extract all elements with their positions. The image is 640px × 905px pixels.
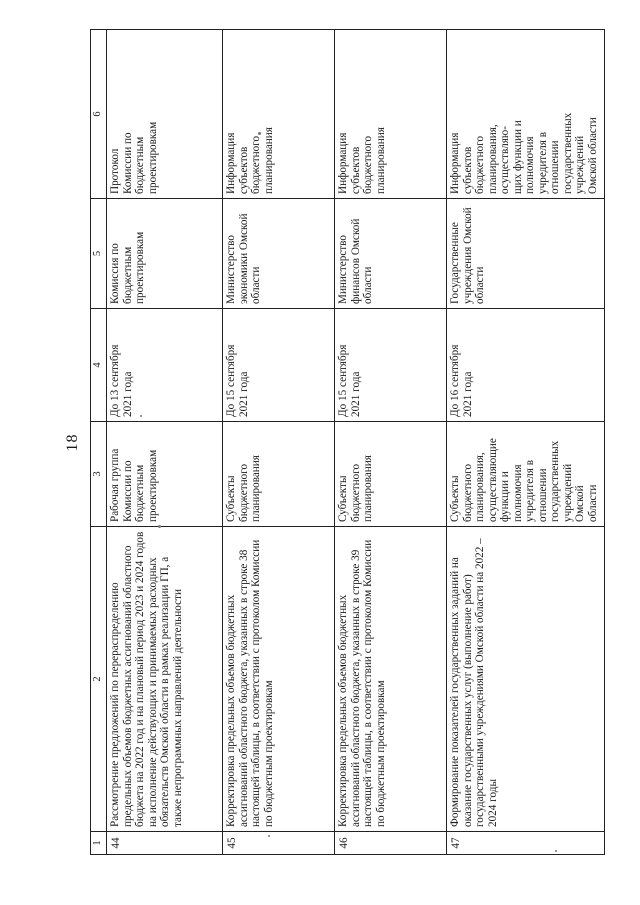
row-recipient: Министерство экономики Омской области bbox=[223, 198, 335, 308]
row-result: Протокол Комиссии по бюджетным проектировкам bbox=[107, 29, 223, 198]
column-header-5: 5 bbox=[91, 198, 107, 308]
scan-speck bbox=[258, 132, 261, 135]
scan-speck bbox=[555, 850, 557, 852]
schedule-table bbox=[90, 29, 605, 855]
row-description: Рассмотрение предложений по перераспределению предельных объемов бюджетных ассигнований областного бюджета на 2022 год и на плановый период 2023 и 2024 годов на исполнение действующих и принимаемых расходных обязательств Омской области в рамках реализации ГП, а также непрограммных направлений деятельности bbox=[107, 526, 223, 831]
scan-speck bbox=[268, 835, 270, 837]
row-executor: Рабочая группа Комиссии по бюджетным проектировкам bbox=[107, 421, 223, 526]
row-number: 47 bbox=[447, 831, 605, 854]
row-executor: Субъекты бюджетного планирования bbox=[335, 421, 447, 526]
row-description: Формирование показателей государственных заданий на оказание государственных услуг (выполнение работ) государственными учреждениями Омской области на 2022 – 2024 годы bbox=[447, 526, 605, 831]
row-executor: Субъекты бюджетного планирования, осуществляющие функции и полномочия учредителя в отношении государственных учреждений Омской области bbox=[447, 421, 605, 526]
row-result: Информация субъектов бюджетного планирования, осуществляю- щих функции и полномочия учредителя в отношении государственных учреждений Омской области bbox=[447, 29, 605, 198]
row-result: Информация субъектов бюджетного планирования bbox=[223, 29, 335, 198]
row-recipient: Комиссия по бюджетным проектировкам bbox=[107, 198, 223, 308]
row-deadline: До 16 сентября 2021 года bbox=[447, 308, 605, 421]
row-number: 45 bbox=[223, 831, 335, 854]
rotated-page bbox=[60, 30, 620, 855]
row-description: Корректировка предельных объемов бюджетных ассигнований областного бюджета, указанных в строке 38 настоящей таблицы, в соответствии с протоколом Комиссии по бюджетным проектировкам bbox=[223, 526, 335, 831]
row-executor: Субъекты бюджетного планирования bbox=[223, 421, 335, 526]
row-recipient: Государственные учреждения Омской области bbox=[447, 198, 605, 308]
page-number: 18 bbox=[64, 433, 81, 452]
row-deadline: До 15 сентября 2021 года bbox=[223, 308, 335, 421]
scan-speck bbox=[158, 525, 161, 528]
column-header-1: 1 bbox=[91, 831, 107, 854]
scan-speck bbox=[140, 415, 142, 417]
row-recipient: Министерство финансов Омской области bbox=[335, 198, 447, 308]
row-deadline: До 15 сентября 2021 года bbox=[335, 308, 447, 421]
row-result: Информация субъектов бюджетного планирования bbox=[335, 29, 447, 198]
row-number: 44 bbox=[107, 831, 223, 854]
row-number: 46 bbox=[335, 831, 447, 854]
row-deadline: До 13 сентября 2021 года bbox=[107, 308, 223, 421]
column-header-6: 6 bbox=[91, 29, 107, 198]
row-description: Корректировка предельных объемов бюджетных ассигнований областного бюджета, указанных в строке 39 настоящей таблицы, в соответствии с протоколом Комиссии по бюджетным проектировкам bbox=[335, 526, 447, 831]
column-header-2: 2 bbox=[91, 526, 107, 831]
column-header-3: 3 bbox=[91, 421, 107, 526]
column-header-4: 4 bbox=[91, 308, 107, 421]
